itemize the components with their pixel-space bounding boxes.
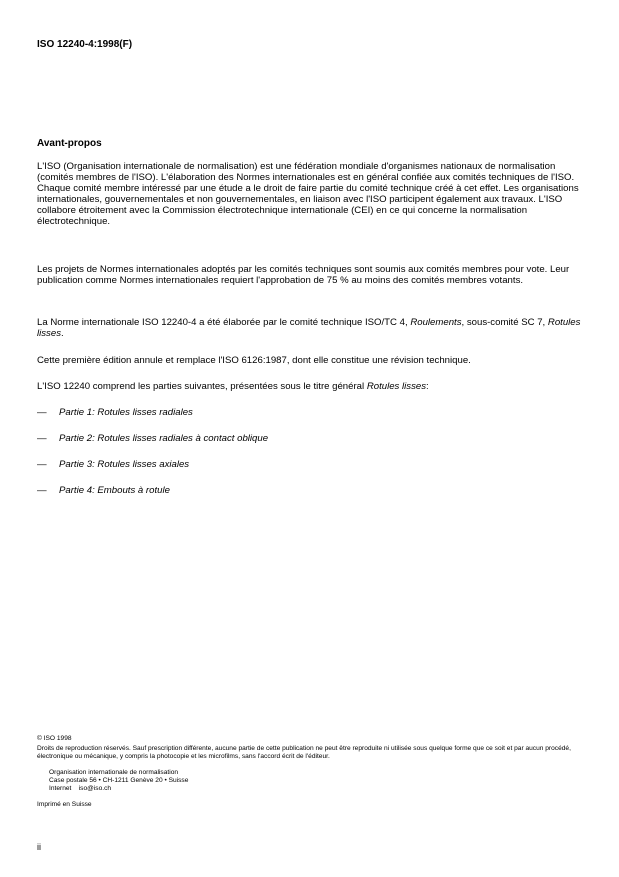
copyright-notice: © ISO 1998 [37,735,72,742]
list-item: — Partie 4: Embouts à rotule [37,485,170,496]
postal-address: Case postale 56 • CH-1211 Genève 20 • Suisse [49,777,189,784]
document-id-header: ISO 12240-4:1998(F) [37,39,133,50]
list-item: — Partie 1: Rotules lisses radiales [37,407,193,418]
email-link[interactable]: iso@iso.ch [78,785,112,792]
publisher-address [49,769,609,793]
list-item: — Partie 2: Rotules lisses radiales à contact oblique [37,433,269,444]
foreword-paragraph-4: Cette première édition annule et remplace l'ISO 6126:1987, dont elle constitue une révision technique. [37,355,471,366]
printed-in: Imprimé en Suisse [37,801,92,808]
foreword-paragraph-1: L'ISO (Organisation internationale de normalisation) est une fédération mondiale d'organismes nationaux de normalisation (comités membres de l'ISO). L'élaboration des Normes internationales est en général confiée aux comités techniques de l'ISO. Chaque comité membre intéressé par une étude a le droit de faire partie du comité technique créé à cet effet. Les organisations internationales, gouvernementales et non gouvernementales, en liaison avec l'ISO participent également aux travaux. L'ISO collabore étroitement avec la Commission électrotechnique internationale (CEI) en ce qui concerne la normalisation électrotechnique. [37,161,579,227]
subcommittee-title: Rotules lisses [37,317,581,339]
foreword-paragraph-3: La Norme internationale ISO 12240-4 a été élaborée par le comité technique ISO/TC 4, Roulements, sous-comité SC 7, Rotules lisses. [37,317,581,339]
list-item: — Partie 3: Rotules lisses axiales [37,459,190,470]
foreword-title: Avant-propos [37,138,102,149]
internet-line: Internet iso@iso.ch [49,785,112,792]
committee-title: Roulements [410,317,462,328]
rights-notice: Droits de reproduction réservés. Sauf prescription différente, aucune partie de cette publication ne peut être reproduite ni utilisée sous quelque forme que ce soit et par aucun procédé, électronique ou mécanique, y compris la photocopie et les microfilms, sans l'accord écrit de l'éditeur. [37,745,571,760]
organisation-name: Organisation internationale de normalisation [49,769,179,776]
general-title: Rotules lisses [366,381,426,392]
page-number: ii [37,842,41,852]
foreword-paragraph-5: L'ISO 12240 comprend les parties suivantes, présentées sous le titre général Rotules lisses: [37,381,429,392]
foreword-paragraph-2: Les projets de Normes internationales adoptés par les comités techniques sont soumis aux comités membres pour vote. Leur publication comme Normes internationales requiert l'approbation de 75 % au moins des comités membres votants. [37,264,570,286]
